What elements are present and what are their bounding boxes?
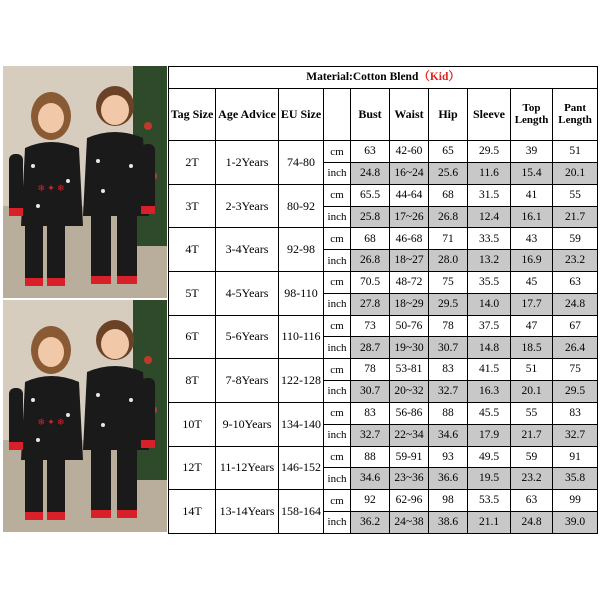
unit-cm-cell: cm [324,184,351,206]
measurement-cell: 29.5 [553,381,598,403]
header-sleeve: Sleeve [468,88,511,140]
measurement-cell: 51 [511,359,553,381]
measurement-cell: 92 [351,490,390,512]
measurement-cell: 99 [553,490,598,512]
material-title-text: Material:Cotton Blend [306,71,419,84]
measurement-cell: 83 [429,359,468,381]
measurement-cell: 23~36 [390,468,429,490]
measurement-cell: 41.5 [468,359,511,381]
measurement-cell: 44-64 [390,184,429,206]
unit-inch-cell: inch [324,381,351,403]
tag-size-cell: 2T [169,141,216,185]
measurement-cell: 70.5 [351,272,390,294]
unit-cm-cell: cm [324,359,351,381]
eu-size-cell: 146-152 [279,446,324,490]
measurement-cell: 93 [429,446,468,468]
measurement-cell: 67 [553,315,598,337]
measurement-cell: 21.7 [511,424,553,446]
unit-cm-cell: cm [324,490,351,512]
measurement-cell: 18.5 [511,337,553,359]
measurement-cell: 33.5 [468,228,511,250]
measurement-cell: 16~24 [390,162,429,184]
measurement-cell: 37.5 [468,315,511,337]
measurement-cell: 15.4 [511,162,553,184]
measurement-cell: 16.9 [511,250,553,272]
measurement-cell: 32.7 [553,424,598,446]
table-row [169,446,598,468]
measurement-cell: 73 [351,315,390,337]
unit-inch-cell: inch [324,337,351,359]
measurement-cell: 34.6 [351,468,390,490]
unit-cm-cell: cm [324,315,351,337]
measurement-cell: 17.7 [511,293,553,315]
measurement-cell: 22~34 [390,424,429,446]
header-bust: Bust [351,88,390,140]
measurement-cell: 31.5 [468,184,511,206]
measurement-cell: 98 [429,490,468,512]
measurement-cell: 11.6 [468,162,511,184]
age-advice-cell: 3-4Years [216,228,279,272]
measurement-cell: 51 [553,141,598,163]
measurement-cell: 17.9 [468,424,511,446]
measurement-cell: 29.5 [468,141,511,163]
material-title-kid: （Kid） [418,71,460,84]
measurement-cell: 30.7 [351,381,390,403]
measurement-cell: 19.5 [468,468,511,490]
measurement-cell: 59 [553,228,598,250]
measurement-cell: 19~30 [390,337,429,359]
svg-text:❄ ✦ ❄: ❄ ✦ ❄ [37,417,65,427]
measurement-cell: 47 [511,315,553,337]
measurement-cell: 35.5 [468,272,511,294]
measurement-cell: 39.0 [553,511,598,533]
measurement-cell: 55 [553,184,598,206]
eu-size-cell: 92-98 [279,228,324,272]
measurement-cell: 30.7 [429,337,468,359]
table-row [169,315,598,337]
measurement-cell: 28.0 [429,250,468,272]
measurement-cell: 38.6 [429,511,468,533]
age-advice-cell: 5-6Years [216,315,279,359]
measurement-cell: 17~26 [390,206,429,228]
measurement-cell: 32.7 [351,424,390,446]
size-chart-table [168,66,598,534]
product-photo-top [3,66,167,298]
header-waist: Waist [390,88,429,140]
measurement-cell: 20.1 [511,381,553,403]
measurement-cell: 23.2 [553,250,598,272]
product-photo-bottom [3,300,167,532]
measurement-cell: 25.8 [351,206,390,228]
age-advice-cell: 2-3Years [216,184,279,228]
measurement-cell: 26.8 [351,250,390,272]
tag-size-cell: 6T [169,315,216,359]
table-row [169,490,598,512]
measurement-cell: 45 [511,272,553,294]
header-hip: Hip [429,88,468,140]
unit-inch-cell: inch [324,293,351,315]
unit-inch-cell: inch [324,424,351,446]
unit-cm-cell: cm [324,141,351,163]
kids-pajama-photo [3,300,167,532]
measurement-cell: 16.3 [468,381,511,403]
measurement-cell: 24~38 [390,511,429,533]
eu-size-cell: 122-128 [279,359,324,403]
measurement-cell: 88 [429,402,468,424]
table-row [169,272,598,294]
measurement-cell: 59-91 [390,446,429,468]
measurement-cell: 23.2 [511,468,553,490]
svg-text:❄ ✦ ❄: ❄ ✦ ❄ [37,183,65,193]
tag-size-cell: 8T [169,359,216,403]
header-pant-length: Pant Length [553,88,598,140]
measurement-cell: 12.4 [468,206,511,228]
measurement-cell: 63 [553,272,598,294]
eu-size-cell: 80-92 [279,184,324,228]
measurement-cell: 88 [351,446,390,468]
tag-size-cell: 5T [169,272,216,316]
measurement-cell: 20~32 [390,381,429,403]
measurement-cell: 75 [553,359,598,381]
measurement-cell: 45.5 [468,402,511,424]
table-row [169,228,598,250]
measurement-cell: 14.8 [468,337,511,359]
material-title [169,67,598,89]
measurement-cell: 50-76 [390,315,429,337]
unit-inch-cell: inch [324,206,351,228]
measurement-cell: 35.8 [553,468,598,490]
header-top-length: Top Length [511,88,553,140]
product-photos [3,66,167,534]
measurement-cell: 36.6 [429,468,468,490]
kids-pajama-photo [3,66,167,298]
measurement-cell: 16.1 [511,206,553,228]
measurement-cell: 75 [429,272,468,294]
measurement-cell: 62-96 [390,490,429,512]
measurement-cell: 21.1 [468,511,511,533]
tag-size-cell: 3T [169,184,216,228]
measurement-cell: 41 [511,184,553,206]
table-row [169,402,598,424]
unit-inch-cell: inch [324,162,351,184]
measurement-cell: 18~29 [390,293,429,315]
measurement-cell: 24.8 [351,162,390,184]
unit-cm-cell: cm [324,446,351,468]
eu-size-cell: 74-80 [279,141,324,185]
age-advice-cell: 13-14Years [216,490,279,534]
unit-inch-cell: inch [324,468,351,490]
measurement-cell: 65 [429,141,468,163]
unit-inch-cell: inch [324,250,351,272]
measurement-cell: 63 [351,141,390,163]
tag-size-cell: 4T [169,228,216,272]
measurement-cell: 71 [429,228,468,250]
measurement-cell: 42-60 [390,141,429,163]
table-row [169,141,598,163]
measurement-cell: 25.6 [429,162,468,184]
measurement-cell: 83 [351,402,390,424]
age-advice-cell: 4-5Years [216,272,279,316]
measurement-cell: 53.5 [468,490,511,512]
age-advice-cell: 11-12Years [216,446,279,490]
measurement-cell: 20.1 [553,162,598,184]
measurement-cell: 39 [511,141,553,163]
measurement-cell: 65.5 [351,184,390,206]
measurement-cell: 68 [351,228,390,250]
header-tag-size: Tag Size [169,88,216,140]
header-row [169,88,598,140]
measurement-cell: 59 [511,446,553,468]
measurement-cell: 27.8 [351,293,390,315]
eu-size-cell: 158-164 [279,490,324,534]
measurement-cell: 18~27 [390,250,429,272]
measurement-cell: 91 [553,446,598,468]
header-age-advice: Age Advice [216,88,279,140]
measurement-cell: 48-72 [390,272,429,294]
header-unit [324,88,351,140]
measurement-cell: 55 [511,402,553,424]
measurement-cell: 49.5 [468,446,511,468]
measurement-cell: 28.7 [351,337,390,359]
eu-size-cell: 98-110 [279,272,324,316]
measurement-cell: 24.8 [553,293,598,315]
measurement-cell: 24.8 [511,511,553,533]
measurement-cell: 78 [429,315,468,337]
tag-size-cell: 14T [169,490,216,534]
unit-inch-cell: inch [324,511,351,533]
measurement-cell: 34.6 [429,424,468,446]
measurement-cell: 32.7 [429,381,468,403]
measurement-cell: 21.7 [553,206,598,228]
measurement-cell: 68 [429,184,468,206]
measurement-cell: 14.0 [468,293,511,315]
measurement-cell: 13.2 [468,250,511,272]
unit-cm-cell: cm [324,402,351,424]
unit-cm-cell: cm [324,272,351,294]
measurement-cell: 43 [511,228,553,250]
unit-cm-cell: cm [324,228,351,250]
age-advice-cell: 1-2Years [216,141,279,185]
measurement-cell: 26.8 [429,206,468,228]
eu-size-cell: 134-140 [279,402,324,446]
table-row [169,184,598,206]
header-eu-size: EU Size [279,88,324,140]
table-row [169,359,598,381]
measurement-cell: 36.2 [351,511,390,533]
measurement-cell: 56-86 [390,402,429,424]
measurement-cell: 26.4 [553,337,598,359]
measurement-cell: 78 [351,359,390,381]
age-advice-cell: 9-10Years [216,402,279,446]
measurement-cell: 53-81 [390,359,429,381]
measurement-cell: 29.5 [429,293,468,315]
eu-size-cell: 110-116 [279,315,324,359]
age-advice-cell: 7-8Years [216,359,279,403]
tag-size-cell: 10T [169,402,216,446]
measurement-cell: 46-68 [390,228,429,250]
tag-size-cell: 12T [169,446,216,490]
measurement-cell: 63 [511,490,553,512]
measurement-cell: 83 [553,402,598,424]
